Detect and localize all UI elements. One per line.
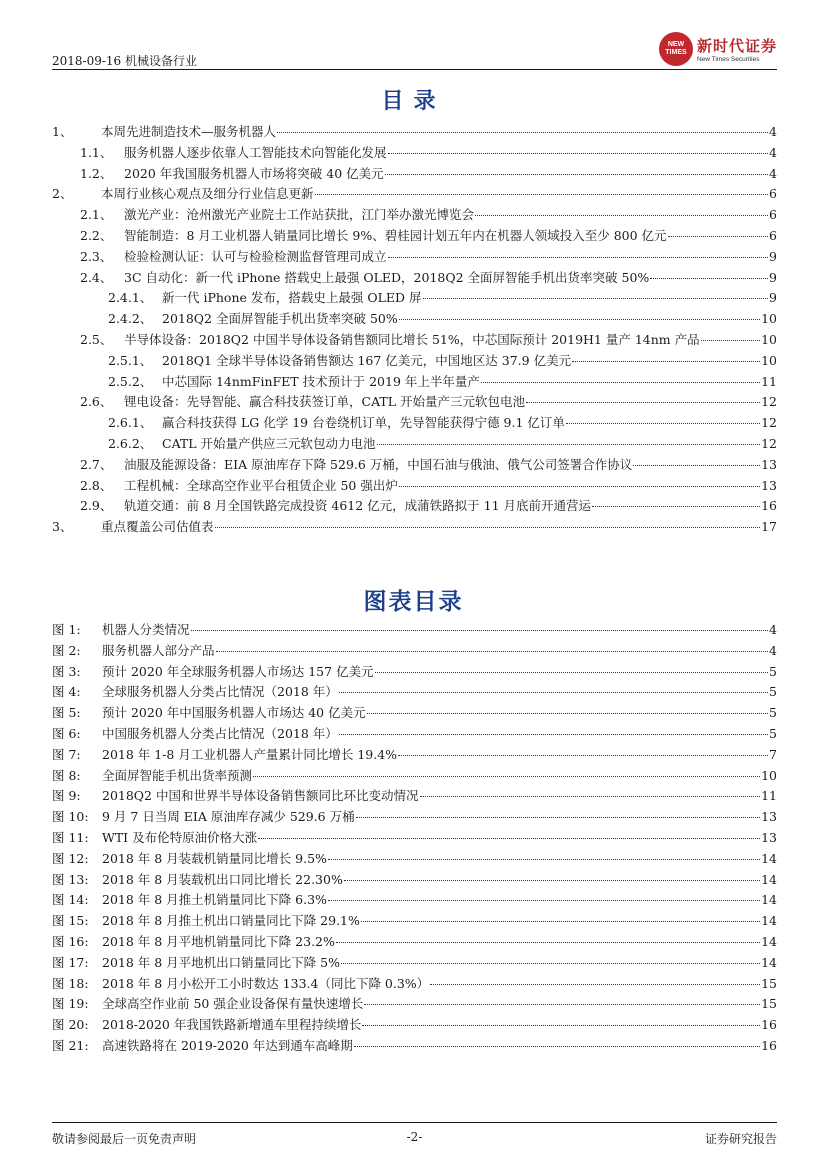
toc-entry[interactable] — [52, 372, 777, 393]
entry-text: 锂电设备：先导智能、赢合科技获签订单，CATL 开始量产三元软包电池 — [124, 394, 526, 410]
entry-number: 图 18: — [52, 975, 89, 991]
entry-page: 12 — [761, 435, 777, 451]
dot-leader — [399, 486, 760, 487]
dot-leader — [650, 278, 768, 279]
entry-text: 2018 年 8 月装载机销量同比增长 9.5% — [102, 850, 327, 866]
entry-page: 14 — [761, 871, 777, 887]
entry-page: 4 — [769, 642, 777, 658]
dot-leader — [398, 755, 768, 756]
dot-leader — [253, 776, 760, 777]
entry-text: 智能制造：8 月工业机器人销量同比增长 9%、碧桂园计划五年内在机器人领域投入至少 800 亿元 — [124, 227, 667, 243]
page-header — [52, 30, 777, 70]
figure-entry[interactable] — [52, 870, 777, 891]
logo-english-name: New Times Securities — [696, 56, 760, 63]
entry-number: 2.5、 — [80, 331, 113, 347]
entry-text: 2018 年 8 月平地机出口销量同比下降 5% — [102, 954, 340, 970]
entry-page: 5 — [769, 705, 777, 721]
entry-number: 1、 — [52, 124, 73, 139]
dot-leader — [341, 963, 760, 964]
entry-page: 14 — [761, 933, 777, 949]
toc-entry[interactable] — [52, 496, 777, 517]
entry-page: 5 — [769, 663, 777, 679]
toc-list — [52, 122, 777, 538]
header-divider — [52, 69, 777, 70]
figure-entry[interactable] — [52, 1015, 777, 1036]
entry-page: 14 — [761, 892, 777, 908]
entry-text: 全球服务机器人分类占比情况（2018 年） — [102, 684, 338, 700]
entry-page: 10 — [761, 767, 777, 783]
figure-entry[interactable] — [52, 766, 777, 787]
entry-number: 2.7、 — [80, 456, 113, 472]
dot-leader — [399, 319, 760, 320]
dot-leader — [258, 838, 760, 839]
entry-page: 12 — [761, 415, 777, 431]
entry-number: 1.2、 — [80, 165, 113, 181]
entry-text: 机器人分类情况 — [102, 622, 190, 637]
entry-page: 4 — [769, 144, 777, 160]
logo-text — [697, 35, 777, 63]
entry-page: 7 — [769, 746, 777, 762]
entry-text: 工程机械：全球高空作业平台租赁企业 50 强出炉 — [124, 477, 398, 493]
entry-text: 2018 年 8 月推土机销量同比下降 6.3% — [102, 892, 327, 908]
dot-leader — [377, 444, 761, 445]
entry-page: 14 — [761, 954, 777, 970]
entry-text: 检验检测认证：认可与检验检测监督管理司成立 — [124, 248, 387, 264]
toc-title: 目录 — [381, 88, 446, 114]
dot-leader — [633, 465, 760, 466]
entry-number: 图 2: — [52, 642, 81, 658]
entry-page: 12 — [761, 394, 777, 410]
dot-leader — [215, 527, 761, 528]
entry-text: 预计 2020 年全球服务机器人市场达 157 亿美元 — [102, 663, 374, 679]
entry-page: 15 — [761, 996, 777, 1012]
toc-entry[interactable] — [52, 392, 777, 413]
toc-entry[interactable] — [52, 184, 777, 205]
dot-leader — [420, 796, 761, 797]
entry-text: 服务机器人逐步依靠人工智能技术向智能化发展 — [124, 144, 387, 160]
dot-leader — [481, 382, 760, 383]
entry-number: 2、 — [52, 186, 73, 202]
toc-entry[interactable] — [52, 143, 777, 164]
dot-leader — [592, 506, 760, 507]
figure-list — [52, 620, 777, 1057]
dot-leader — [356, 817, 760, 818]
entry-number: 2.3、 — [80, 248, 113, 264]
figure-entry[interactable] — [52, 724, 777, 745]
entry-text: 中芯国际 14nmFinFET 技术预计于 2019 年上半年量产 — [162, 373, 480, 389]
entry-number: 2.5.1、 — [108, 352, 153, 368]
entry-number: 3、 — [52, 519, 73, 535]
entry-page: 6 — [769, 227, 777, 243]
figure-entry[interactable] — [52, 641, 777, 662]
entry-page: 6 — [769, 186, 777, 202]
dot-leader — [344, 880, 760, 881]
entry-text: 本周先进制造技术—服务机器人 — [101, 124, 277, 139]
figure-list-title: 图表目录 — [363, 588, 464, 615]
company-logo — [659, 32, 777, 66]
entry-page: 13 — [761, 829, 777, 845]
dot-leader — [423, 298, 769, 299]
entry-text: 2018 年 8 月装载机出口同比增长 22.30% — [102, 871, 343, 887]
footer-page-number: -2- — [406, 1130, 423, 1144]
header-date-industry: 2018-09-16 机械设备行业 — [52, 54, 198, 68]
entry-text: 2018Q2 中国和世界半导体设备销售额同比环比变动情况 — [102, 788, 419, 804]
entry-number: 2.6.2、 — [108, 435, 153, 451]
entry-page: 15 — [761, 975, 777, 991]
dot-leader — [339, 692, 768, 693]
entry-page: 13 — [761, 809, 777, 825]
dot-leader — [388, 257, 769, 258]
entry-text: 全球高空作业前 50 强企业设备保有量快速增长 — [102, 996, 364, 1012]
entry-number: 2.4.2、 — [108, 311, 153, 327]
dot-leader — [277, 132, 768, 133]
entry-text: 重点覆盖公司估值表 — [101, 519, 214, 535]
entry-text: 全面屏智能手机出货率预测 — [102, 767, 253, 783]
dot-leader — [385, 174, 768, 175]
dot-leader — [315, 194, 769, 195]
toc-entry[interactable] — [52, 434, 777, 455]
figure-entry[interactable] — [52, 849, 777, 870]
figure-entry[interactable] — [52, 745, 777, 766]
entry-text: 油服及能源设备：EIA 原油库存下降 529.6 万桶，中国石油与俄油、俄气公司签署合作协议 — [124, 456, 633, 472]
dot-leader — [362, 1025, 760, 1026]
entry-number: 图 9: — [52, 788, 81, 804]
entry-text: 9 月 7 日当周 EIA 原油库存减少 529.6 万桶 — [102, 809, 355, 825]
dot-leader — [191, 630, 769, 631]
entry-number: 图 19: — [52, 996, 89, 1012]
footer-divider — [52, 1122, 777, 1123]
entry-text: 服务机器人部分产品 — [102, 642, 215, 658]
entry-page: 4 — [769, 622, 777, 637]
dot-leader — [430, 984, 760, 985]
figure-entry[interactable] — [52, 911, 777, 932]
figure-entry[interactable] — [52, 953, 777, 974]
figure-entry[interactable] — [52, 620, 777, 641]
entry-number: 图 21: — [52, 1037, 89, 1053]
entry-page: 16 — [761, 1037, 777, 1053]
dot-leader — [364, 1004, 760, 1005]
entry-text: 中国服务机器人分类占比情况（2018 年） — [102, 725, 338, 741]
dot-leader — [367, 713, 768, 714]
entry-text: 预计 2020 年中国服务机器人市场达 40 亿美元 — [102, 705, 366, 721]
toc-entry[interactable] — [52, 205, 777, 226]
entry-text: CATL 开始量产供应三元软包动力电池 — [162, 435, 376, 451]
entry-text: 轨道交通：前 8 月全国铁路完成投资 4612 亿元，成蒲铁路拟于 11 月底前开通营运 — [124, 498, 592, 514]
entry-text: WTI 及布伦特原油价格大涨 — [102, 829, 258, 845]
entry-text: 2018 年 1-8 月工业机器人产量累计同比增长 19.4% — [102, 746, 398, 762]
entry-page: 9 — [769, 290, 777, 306]
footer-report-type: 证券研究报告 — [704, 1132, 777, 1146]
toc-entry[interactable] — [52, 517, 777, 538]
entry-page: 10 — [761, 311, 777, 327]
dot-leader — [526, 402, 760, 403]
entry-text: 2018 年 8 月平地机销量同比下降 23.2% — [102, 933, 335, 949]
entry-text: 高速铁路将在 2019-2020 年达到通车高峰期 — [102, 1037, 353, 1053]
entry-text: 半导体设备：2018Q2 中国半导体设备销售额同比增长 51%，中芯国际预计 2019H1 量产 14nm 产品 — [124, 331, 700, 347]
dot-leader — [354, 1046, 760, 1047]
toc-entry[interactable] — [52, 288, 777, 309]
entry-page: 4 — [769, 124, 777, 139]
toc-entry[interactable] — [52, 164, 777, 185]
toc-entry[interactable] — [52, 330, 777, 351]
entry-number: 2.6.1、 — [108, 415, 153, 431]
entry-page: 13 — [761, 456, 777, 472]
entry-text: 激光产业：沧州激光产业院士工作站获批，江门举办激光博览会 — [124, 207, 475, 223]
dot-leader — [336, 942, 760, 943]
dot-leader — [328, 859, 760, 860]
entry-number: 图 12: — [52, 850, 89, 866]
entry-number: 图 4: — [52, 684, 81, 700]
entry-number: 2.6、 — [80, 394, 113, 410]
entry-number: 图 14: — [52, 892, 89, 908]
entry-page: 5 — [769, 684, 777, 700]
entry-page: 9 — [769, 269, 777, 285]
toc-entry[interactable] — [52, 122, 777, 143]
entry-number: 图 17: — [52, 954, 89, 970]
entry-page: 6 — [769, 207, 777, 223]
entry-number: 图 11: — [52, 829, 89, 845]
entry-number: 图 13: — [52, 871, 89, 887]
toc-entry[interactable] — [52, 413, 777, 434]
entry-text: 3C 自动化：新一代 iPhone 搭载史上最强 OLED，2018Q2 全面屏智能手机出货率突破 50% — [124, 269, 650, 285]
dot-leader — [375, 672, 768, 673]
entry-number: 图 15: — [52, 913, 89, 929]
logo-seal-icon: NEW TIMES — [659, 32, 693, 66]
figure-entry[interactable] — [52, 807, 777, 828]
figure-entry[interactable] — [52, 682, 777, 703]
entry-page: 14 — [761, 850, 777, 866]
entry-text: 2018 年 8 月小松开工小时数达 133.4（同比下降 0.3%） — [102, 975, 430, 991]
toc-entry[interactable] — [52, 455, 777, 476]
dot-leader — [701, 340, 760, 341]
entry-page: 16 — [761, 498, 777, 514]
entry-number: 1.1、 — [80, 144, 113, 160]
dot-leader — [388, 153, 769, 154]
logo-chinese-name: 新时代证券 — [696, 37, 777, 55]
figure-entry[interactable] — [52, 662, 777, 683]
dot-leader — [566, 423, 760, 424]
entry-number: 图 1: — [52, 622, 81, 637]
toc-entry[interactable] — [52, 268, 777, 289]
entry-number: 图 10: — [52, 809, 89, 825]
dot-leader — [572, 361, 760, 362]
figure-entry[interactable] — [52, 703, 777, 724]
dot-leader — [361, 921, 760, 922]
dot-leader — [328, 900, 760, 901]
entry-text: 2020 年我国服务机器人市场将突破 40 亿美元 — [124, 165, 384, 181]
figure-entry[interactable] — [52, 974, 777, 995]
entry-page: 5 — [769, 725, 777, 741]
entry-number: 图 7: — [52, 746, 81, 762]
entry-text: 2018-2020 年我国铁路新增通车里程持续增长 — [102, 1017, 362, 1033]
entry-number: 2.2、 — [80, 227, 113, 243]
entry-number: 2.9、 — [80, 498, 113, 514]
toc-entry[interactable] — [52, 351, 777, 372]
figure-entry[interactable] — [52, 828, 777, 849]
entry-text: 2018 年 8 月推土机出口销量同比下降 29.1% — [102, 913, 360, 929]
entry-number: 2.1、 — [80, 207, 113, 223]
figure-entry[interactable] — [52, 1036, 777, 1057]
entry-number: 图 8: — [52, 767, 81, 783]
footer-disclaimer: 敬请参阅最后一页免责声明 — [52, 1132, 197, 1146]
entry-number: 2.4.1、 — [108, 290, 153, 306]
dot-leader — [216, 651, 769, 652]
entry-number: 图 6: — [52, 725, 81, 741]
entry-number: 2.5.2、 — [108, 373, 153, 389]
entry-page: 11 — [761, 373, 777, 389]
figure-entry[interactable] — [52, 786, 777, 807]
entry-text: 赢合科技获得 LG 化学 19 台卷绕机订单，先导智能获得宁德 9.1 亿订单 — [162, 415, 565, 431]
figure-entry[interactable] — [52, 890, 777, 911]
entry-page: 14 — [761, 913, 777, 929]
entry-text: 新一代 iPhone 发布，搭载史上最强 OLED 屏 — [162, 290, 422, 306]
toc-entry[interactable] — [52, 476, 777, 497]
entry-page: 17 — [761, 519, 777, 535]
toc-entry[interactable] — [52, 247, 777, 268]
entry-page: 11 — [761, 788, 777, 804]
entry-number: 图 20: — [52, 1017, 89, 1033]
entry-page: 4 — [769, 165, 777, 181]
entry-number: 2.8、 — [80, 477, 113, 493]
entry-page: 10 — [761, 352, 777, 368]
page-footer — [52, 1130, 777, 1146]
entry-number: 2.4、 — [80, 269, 113, 285]
toc-entry[interactable] — [52, 309, 777, 330]
toc-entry[interactable] — [52, 226, 777, 247]
entry-text: 2018Q2 全面屏智能手机出货率突破 50% — [162, 311, 398, 327]
entry-text: 本周行业核心观点及细分行业信息更新 — [101, 186, 314, 202]
entry-page: 10 — [761, 331, 777, 347]
figure-entry[interactable] — [52, 932, 777, 953]
entry-number: 图 16: — [52, 933, 89, 949]
entry-page: 9 — [769, 248, 777, 264]
entry-page: 13 — [761, 477, 777, 493]
figure-entry[interactable] — [52, 994, 777, 1015]
dot-leader — [668, 236, 769, 237]
entry-page: 16 — [761, 1017, 777, 1033]
entry-number: 图 3: — [52, 663, 81, 679]
dot-leader — [475, 215, 768, 216]
entry-text: 2018Q1 全球半导体设备销售额达 167 亿美元，中国地区达 37.9 亿美元 — [162, 352, 572, 368]
dot-leader — [339, 734, 768, 735]
entry-number: 图 5: — [52, 705, 81, 721]
